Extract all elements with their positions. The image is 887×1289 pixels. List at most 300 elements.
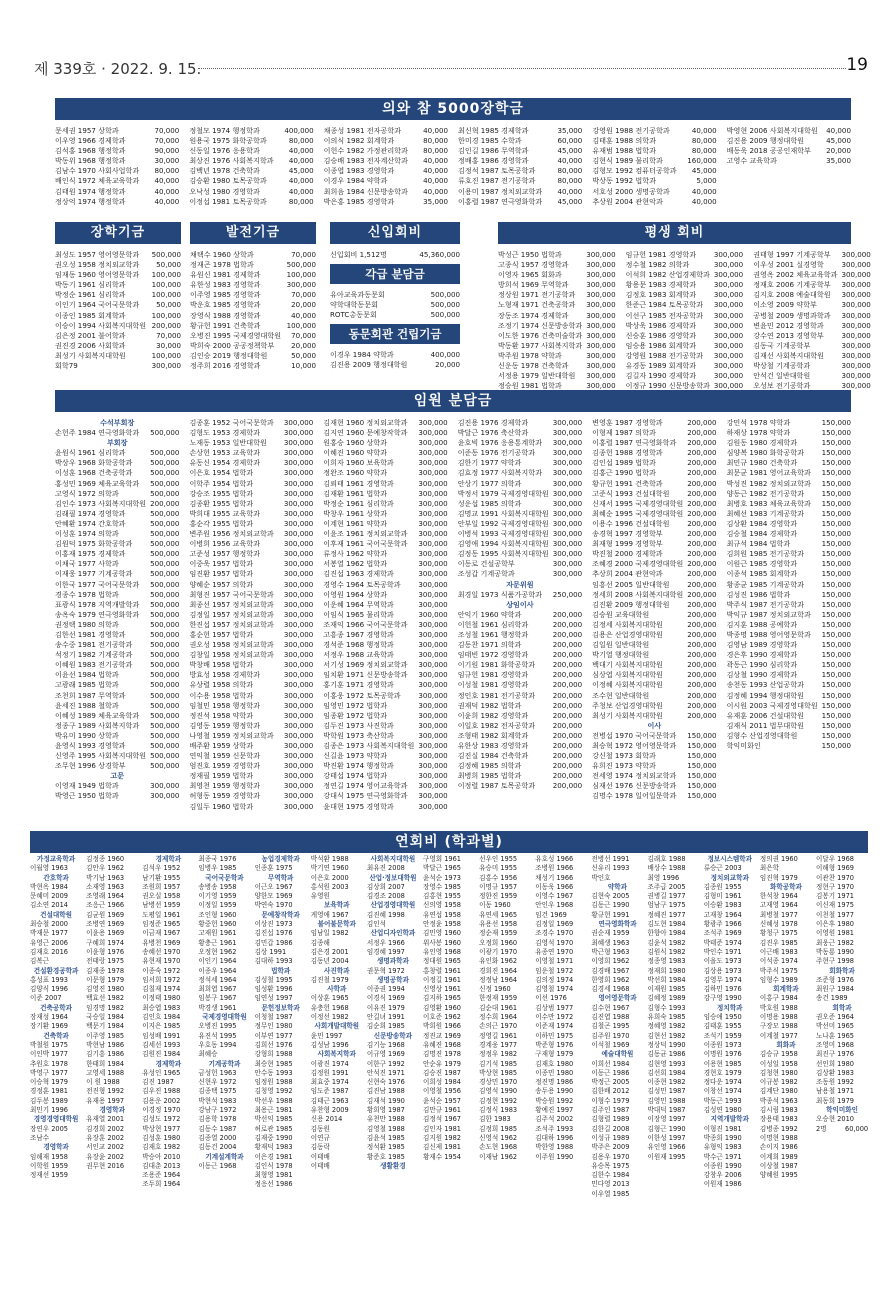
donor-name: 정진명 1986 bbox=[535, 1078, 574, 1087]
donor-entry bbox=[86, 892, 138, 901]
donor-name: 김동국 기계공학부 bbox=[753, 340, 811, 350]
donor-name: 박상철 기계공학과 bbox=[753, 361, 811, 371]
donor-name: 오정현 1962 bbox=[198, 947, 237, 956]
donor-name: 백효선 1982 bbox=[86, 994, 125, 1003]
donor-name: 최병호 1983 체육교육학과 bbox=[726, 498, 811, 508]
donor-name: 황희영 1987 bbox=[366, 1106, 405, 1115]
donor-name: 김성남 1996 bbox=[310, 1040, 349, 1049]
donor-entry bbox=[626, 331, 744, 341]
donor-name: 강태섭 1974 법학과 bbox=[323, 771, 387, 781]
donor-entry bbox=[592, 650, 716, 660]
donor-entry bbox=[311, 957, 363, 966]
donor-name: 유찬형 2009 bbox=[310, 1106, 349, 1115]
list-column bbox=[55, 126, 179, 214]
donor-name: 이운혜 1964 무역학과 bbox=[323, 599, 394, 609]
donor-entry bbox=[30, 957, 82, 966]
donor-entry bbox=[55, 448, 179, 458]
donor-name: 이중욱 1957 법학과 bbox=[189, 559, 254, 569]
donor-entry bbox=[30, 920, 82, 929]
donor-name: 허형동 1959 경영학과 bbox=[189, 791, 260, 801]
donor-name: 전진형 1992 bbox=[86, 1087, 125, 1096]
donation-amount: 300,000 bbox=[283, 448, 314, 458]
donation-amount: 500,000 bbox=[150, 761, 180, 771]
donor-name: 조무현 1996 상경학부 bbox=[55, 761, 126, 771]
donor-name: 임흥선 2005 일반대학원 bbox=[592, 579, 670, 589]
donor-name: 권오실 1958 bbox=[142, 892, 181, 901]
donation-amount: 500,000 bbox=[150, 751, 180, 761]
donor-entry bbox=[816, 883, 868, 892]
donor-entry bbox=[458, 781, 582, 791]
donor-entry bbox=[727, 136, 851, 146]
donation-amount: 500,000 bbox=[150, 660, 180, 670]
donor-name: 김지원 1982 bbox=[422, 1133, 461, 1142]
donor-name: 황규헌 1991 bbox=[591, 910, 630, 919]
donor-entry bbox=[727, 458, 851, 468]
donor-entry bbox=[753, 280, 871, 290]
donor-entry bbox=[535, 994, 587, 1003]
donor-name: 홍석원 2003 bbox=[310, 882, 349, 891]
donor-entry bbox=[458, 126, 582, 136]
donor-entry bbox=[330, 350, 460, 360]
donor-entry bbox=[535, 939, 587, 948]
officers-list bbox=[55, 418, 851, 818]
donor-name: 경영수 1964 토목공학과 bbox=[323, 579, 401, 589]
donor-entry bbox=[55, 146, 179, 156]
donor-name: 노재동 1953 일반대학원 bbox=[189, 438, 267, 448]
donor-name: 김정세 사회복지대학원 bbox=[592, 619, 663, 629]
donation-amount: 100,000 bbox=[286, 320, 316, 330]
donation-amount: 40,000 bbox=[154, 186, 180, 196]
donor-name: 김동원 bbox=[310, 1124, 330, 1133]
donor-entry bbox=[423, 920, 475, 929]
dept-list bbox=[30, 855, 868, 1281]
donor-name: 박근형 1963 bbox=[591, 947, 630, 956]
donation-amount: 300,000 bbox=[283, 741, 314, 750]
donor-entry bbox=[727, 650, 851, 660]
donor-name: 구혜희 1974 bbox=[86, 938, 125, 947]
donor-entry bbox=[648, 911, 700, 920]
donor-entry bbox=[324, 187, 448, 197]
donor-name: 안상기 1977 의학과 bbox=[457, 478, 522, 488]
donor-entry bbox=[479, 1125, 531, 1134]
donor-entry bbox=[423, 1032, 475, 1041]
donor-name: 신영석 1962 bbox=[479, 1133, 518, 1142]
donor-name: 노나훈 1965 bbox=[815, 1031, 854, 1040]
donor-entry bbox=[323, 489, 447, 499]
donor-entry bbox=[198, 1087, 250, 1096]
donation-amount: 150,000 bbox=[687, 751, 717, 761]
donation-amount: 100,000 bbox=[151, 280, 181, 290]
donor-entry bbox=[816, 1060, 868, 1069]
donor-entry bbox=[189, 197, 313, 207]
donation-amount: 300,000 bbox=[586, 350, 616, 360]
donor-name: 최민규 1980 건축학과 bbox=[726, 458, 798, 468]
donor-entry bbox=[727, 146, 851, 156]
donor-name: 경종수 1978 법학과 bbox=[55, 589, 119, 599]
donation-amount: 200,000 bbox=[552, 609, 583, 619]
donor-entry bbox=[458, 438, 582, 448]
donation-amount: 500,000 bbox=[150, 579, 180, 589]
donor-entry bbox=[592, 438, 716, 448]
donor-entry bbox=[55, 331, 181, 341]
donor-entry bbox=[704, 1180, 756, 1189]
donor-name: 김한 1983 bbox=[479, 1115, 511, 1124]
donor-entry bbox=[591, 1171, 643, 1180]
donor-entry bbox=[591, 1097, 643, 1106]
donor-entry bbox=[142, 929, 194, 938]
donor-name: 임승용 1986 회계학과 bbox=[625, 340, 697, 350]
donor-entry bbox=[816, 957, 868, 966]
donor-entry bbox=[760, 911, 812, 920]
donor-entry bbox=[760, 1134, 812, 1143]
donor-name: 임규헌 1981 경영학과 bbox=[457, 670, 529, 680]
donor-name: 민다영 2013 bbox=[591, 1180, 630, 1189]
donation-amount: 500,000 bbox=[150, 428, 180, 438]
donor-name: 추원호 1978 bbox=[30, 1059, 68, 1068]
donor-entry bbox=[255, 1022, 307, 1031]
donor-name: 변영훈 1987 경영학과 bbox=[592, 418, 663, 427]
list-column bbox=[592, 418, 716, 818]
donor-entry bbox=[198, 911, 250, 920]
donor-entry bbox=[323, 791, 447, 801]
donor-name: 경정훈 1981 bbox=[30, 1087, 68, 1096]
donor-entry bbox=[535, 1022, 587, 1031]
donor-entry bbox=[648, 1013, 700, 1022]
donation-amount: 200,000 bbox=[552, 741, 583, 750]
donor-entry bbox=[753, 311, 871, 321]
donation-amount: 300,000 bbox=[418, 428, 448, 438]
donor-name: 이혜원 1983 전기공학과 bbox=[55, 660, 133, 670]
donor-name: 정혜영 1982 bbox=[647, 1022, 686, 1031]
donor-name: 김형수 산업경영대학원 bbox=[726, 730, 798, 740]
donor-name: 최종선 1957 정치외교학과 bbox=[189, 599, 274, 609]
donor-entry bbox=[727, 539, 851, 549]
donor-name: 이명원 1976 bbox=[703, 1050, 742, 1059]
donor-entry bbox=[55, 458, 179, 468]
donor-name: 공병철 2009 생명과학과 bbox=[753, 310, 831, 320]
donor-name: 구영회 1961 bbox=[422, 855, 461, 863]
donor-name: 이주원 1990 bbox=[535, 1152, 574, 1161]
donor-entry bbox=[86, 911, 138, 920]
donor-name: 김용우 1970 bbox=[591, 1152, 630, 1161]
donation-amount: 300,000 bbox=[552, 508, 583, 518]
donor-name: 오병진 1995 국제경영대학원 bbox=[190, 330, 282, 340]
donor-name: 엄남구 1975 bbox=[647, 901, 686, 910]
donor-name: 박정순 1961 심리학과 bbox=[55, 290, 126, 300]
donor-name: 정상원 1971 전기공학과 bbox=[498, 290, 576, 300]
donor-entry bbox=[458, 509, 582, 519]
donor-name: 장연우 2005 bbox=[30, 1124, 68, 1133]
donor-name: 박정서 1979 국제경영대학원 bbox=[457, 488, 549, 498]
donation-amount: 500,000 bbox=[150, 690, 180, 700]
donor-entry bbox=[55, 701, 179, 711]
donor-entry bbox=[198, 1115, 250, 1124]
donation-amount: 200,000 bbox=[687, 529, 717, 539]
donor-entry bbox=[648, 874, 700, 883]
donor-entry bbox=[591, 864, 643, 873]
donor-name: 김인승 2019 행정대학원 bbox=[190, 350, 268, 360]
donor-name: 임병우 1985 bbox=[198, 864, 237, 873]
donor-name: 이규봉 1982 bbox=[759, 1078, 798, 1087]
donor-entry bbox=[55, 351, 181, 361]
donor-entry bbox=[727, 156, 851, 166]
donor-name: 송병송 1958 bbox=[198, 882, 237, 891]
donor-entry bbox=[479, 1041, 531, 1050]
donor-name: 이수용 1958 법학과 bbox=[189, 690, 254, 700]
donor-name: 이정일 1959 bbox=[198, 901, 237, 910]
donor-entry bbox=[592, 791, 716, 801]
donor-entry bbox=[311, 1004, 363, 1013]
donor-entry bbox=[55, 600, 179, 610]
donor-name: 김성훈 1980 bbox=[142, 1133, 181, 1142]
donor-entry bbox=[189, 802, 313, 812]
donor-name: 권오준 1964 bbox=[815, 1013, 854, 1022]
donor-entry bbox=[535, 901, 587, 910]
donor-name: 이성규 1989 bbox=[591, 1133, 630, 1142]
donor-entry bbox=[753, 331, 871, 341]
donor-entry bbox=[86, 1041, 138, 1050]
donor-name: 경은후 1990 경제학과 bbox=[726, 650, 798, 660]
donor-name: 안부일 1992 국제경영대학원 bbox=[457, 518, 549, 528]
donor-name: 정종구 1989 사회복지학과 bbox=[55, 720, 140, 730]
donor-entry bbox=[189, 509, 313, 519]
donor-entry bbox=[189, 519, 313, 529]
donor-name: 김종헌 1988 경영학과 bbox=[592, 448, 663, 458]
donor-name: 정완조 1960 약학과 bbox=[323, 468, 387, 478]
donation-amount: 200,000 bbox=[687, 650, 717, 660]
donor-name: 이신재 1975 bbox=[815, 901, 854, 910]
list-column bbox=[479, 855, 531, 1281]
donor-entry bbox=[198, 855, 250, 864]
donation-amount: 300,000 bbox=[418, 418, 448, 427]
list-column bbox=[311, 855, 363, 1281]
donation-amount: 500,000 bbox=[286, 260, 316, 270]
donor-entry bbox=[591, 1060, 643, 1069]
donor-entry bbox=[760, 1162, 812, 1171]
donor-entry bbox=[330, 360, 460, 370]
donor-name: 이은호 2000 bbox=[310, 873, 349, 882]
donor-entry bbox=[704, 911, 756, 920]
donor-name: 원용국 1975 화학공학과 bbox=[189, 136, 267, 146]
donor-name: 정재곤 1978 법학과 bbox=[190, 260, 254, 270]
donor-entry bbox=[189, 468, 313, 478]
donor-name: 조석기 1959 bbox=[703, 1031, 742, 1040]
donor-name: 이연규 bbox=[310, 1133, 330, 1142]
donor-entry bbox=[458, 166, 582, 176]
donor-entry bbox=[591, 929, 643, 938]
donor-name: 이용미 1987 정치외교학과 bbox=[457, 186, 543, 196]
donor-name: 정진교 1969 bbox=[422, 1031, 461, 1040]
donor-entry bbox=[704, 994, 756, 1003]
donor-name: 우호동 1994 bbox=[198, 1040, 237, 1049]
donation-amount: 300,000 bbox=[283, 670, 314, 680]
donor-entry bbox=[142, 939, 194, 948]
donor-entry bbox=[142, 1171, 194, 1180]
donation-amount: 100,000 bbox=[151, 270, 181, 280]
donor-name: 오성보 전기공학과 bbox=[753, 381, 811, 391]
donor-name: 선우인 1955 bbox=[479, 855, 518, 863]
donor-entry bbox=[816, 939, 868, 948]
donor-name: 이근오 1967 bbox=[254, 882, 293, 891]
donor-name: 정한진 1959 bbox=[479, 892, 518, 901]
donor-name: 김영철 1974 bbox=[535, 985, 574, 994]
donor-entry bbox=[591, 957, 643, 966]
donor-entry bbox=[704, 967, 756, 976]
donor-name: 한영희 1962 bbox=[591, 975, 630, 984]
donor-name: 이금재 1967 bbox=[142, 929, 181, 938]
group-heading: 회화과 bbox=[760, 1041, 812, 1050]
donor-entry bbox=[498, 341, 616, 351]
donor-name: 김래필 1974 경영학과 bbox=[55, 508, 126, 518]
donor-name: 유경동 1989 회계학과 bbox=[625, 361, 697, 371]
donor-name: 김홍근 1990 법학과 bbox=[592, 468, 656, 478]
donor-entry bbox=[727, 691, 851, 701]
donor-name: 이 원 1988 bbox=[86, 1078, 120, 1087]
donor-entry bbox=[727, 499, 851, 509]
donation-amount: 20,000 bbox=[291, 340, 316, 350]
donor-name: 이동근 1968 bbox=[198, 1161, 237, 1170]
donor-entry bbox=[189, 539, 313, 549]
donor-name: 유영근 2006 bbox=[30, 938, 68, 947]
donor-entry bbox=[648, 1143, 700, 1152]
donor-name: 이경우 1984 약학과 bbox=[323, 176, 388, 186]
donor-name: 김승배 1983 전자계산학과 bbox=[323, 156, 408, 166]
section-banner-newmember: 신입회비 bbox=[330, 222, 460, 244]
donor-entry bbox=[535, 1153, 587, 1162]
donation-amount: 300,000 bbox=[418, 539, 448, 549]
donor-name: 정재희 1980 bbox=[647, 966, 686, 975]
donation-amount: 300,000 bbox=[552, 418, 583, 427]
donation-amount: 300,000 bbox=[283, 458, 314, 468]
donor-entry bbox=[760, 855, 812, 864]
donation-amount: 150,000 bbox=[687, 741, 717, 750]
donor-entry bbox=[479, 1153, 531, 1162]
group-heading: 화학공학과 bbox=[760, 883, 812, 892]
donor-name: 김우진 1988 bbox=[142, 1087, 181, 1096]
donor-entry bbox=[592, 187, 716, 197]
donor-name: 박상현 1977 bbox=[142, 1124, 181, 1133]
donor-name: 박기연 1960 bbox=[310, 864, 349, 873]
donor-entry bbox=[198, 1097, 250, 1106]
donation-amount: 300,000 bbox=[552, 539, 583, 549]
donor-entry bbox=[458, 418, 582, 428]
donor-name: 한미경 1985 수학과 bbox=[457, 136, 522, 146]
donor-name: 이종석 1985 회계학과 bbox=[726, 569, 798, 579]
donation-amount: 45,000 bbox=[557, 196, 583, 206]
list-column bbox=[367, 855, 419, 1281]
donor-name: 유재열 2001 bbox=[86, 1115, 125, 1124]
donor-entry bbox=[30, 1097, 82, 1106]
list-column bbox=[198, 855, 250, 1281]
donor-entry bbox=[30, 948, 82, 957]
donor-entry bbox=[55, 761, 179, 771]
donor-entry bbox=[30, 1134, 82, 1143]
donor-name: 김경조 2008 bbox=[366, 892, 405, 901]
donor-name: 김진철 1979 bbox=[310, 975, 349, 984]
donation-amount: 150,000 bbox=[821, 508, 851, 518]
donation-amount: 150,000 bbox=[821, 599, 851, 609]
donor-entry bbox=[55, 680, 179, 690]
donor-entry bbox=[727, 680, 851, 690]
donor-entry bbox=[189, 126, 313, 136]
donor-entry bbox=[479, 874, 531, 883]
group-heading: 법학과 bbox=[255, 967, 307, 976]
donor-name: 이승이 1994 사회복지대학원 bbox=[55, 320, 147, 330]
donor-name: 이석종 1974 bbox=[759, 957, 798, 966]
donor-entry bbox=[592, 136, 716, 146]
donor-name: 유충헌 1968 bbox=[310, 1003, 349, 1012]
donation-amount: 70,000 bbox=[154, 126, 180, 135]
donation-amount: 200,000 bbox=[552, 680, 583, 690]
donor-name: 장영수 1985 bbox=[422, 882, 461, 891]
donor-entry bbox=[423, 911, 475, 920]
donor-entry bbox=[816, 1013, 868, 1022]
donor-name: 권재덕 1982 법학과 bbox=[457, 700, 522, 710]
donor-entry bbox=[367, 1097, 419, 1106]
donation-amount: 20,000 bbox=[291, 300, 316, 310]
donor-name: 유장윤 2002 bbox=[86, 1152, 125, 1161]
donor-entry bbox=[323, 458, 447, 468]
donor-name: 유호성 1966 bbox=[535, 855, 574, 863]
donor-entry bbox=[753, 351, 871, 361]
donor-entry bbox=[591, 948, 643, 957]
donor-name: 정인호 1981 전기공학과 bbox=[457, 690, 536, 700]
donor-name: 홍창렬 1961 bbox=[422, 966, 461, 975]
donor-name: 방효성 1958 경제학과 bbox=[189, 670, 260, 680]
donation-amount: 150,000 bbox=[821, 609, 851, 619]
donor-name: 조혜경 2000 국제경영대학원 bbox=[592, 559, 684, 569]
donation-amount: 150,000 bbox=[821, 539, 851, 549]
list-column bbox=[753, 250, 871, 391]
donor-entry bbox=[498, 351, 616, 361]
donor-entry bbox=[479, 957, 531, 966]
donor-name: 신길윤 1973 약학과 bbox=[323, 751, 387, 761]
donor-name: 김원덕 1975 화학공학과 bbox=[55, 539, 133, 549]
donor-name: 이윤형 1976 bbox=[86, 947, 125, 956]
donor-name: 유인영 1968 bbox=[422, 947, 461, 956]
donation-amount: 300,000 bbox=[418, 720, 448, 730]
donor-name: 김진섭 1976 bbox=[254, 929, 293, 938]
donation-amount: 300,000 bbox=[713, 270, 744, 280]
donor-entry bbox=[255, 1134, 307, 1143]
donor-name: 김진실 1984 건축학과 bbox=[457, 751, 529, 761]
donation-amount: 300,000 bbox=[586, 300, 616, 310]
donor-name: 신입회비 1,512명 bbox=[330, 250, 387, 259]
donation-amount: 500,000 bbox=[150, 508, 180, 518]
donor-entry bbox=[592, 620, 716, 630]
donation-amount: 40,000 bbox=[423, 166, 448, 176]
donor-entry bbox=[592, 176, 716, 186]
donation-amount: 150,000 bbox=[687, 781, 717, 791]
donor-name: 이경우 1984 약학과 bbox=[330, 350, 394, 360]
donor-name: 김재식 2011 법무대학원 bbox=[726, 720, 804, 730]
donor-entry bbox=[323, 691, 447, 701]
donor-entry bbox=[86, 1032, 138, 1041]
donor-name: 이종권 1994 bbox=[366, 985, 405, 994]
donor-name: 이승혁 1979 bbox=[30, 1078, 68, 1087]
group-heading: 경영학과 bbox=[30, 1143, 82, 1152]
donor-entry bbox=[535, 920, 587, 929]
donor-name: 정순재 1959 bbox=[479, 929, 518, 938]
donor-name: 김기흥 1986 bbox=[86, 1050, 125, 1059]
donor-name: 김종환 1955 법학과 bbox=[189, 498, 254, 508]
donor-entry bbox=[86, 929, 138, 938]
donor-entry bbox=[592, 771, 716, 781]
donor-entry bbox=[189, 489, 313, 499]
donor-entry bbox=[423, 1106, 475, 1115]
donor-name: 최희엽 1967 bbox=[198, 985, 237, 994]
donation-amount: 300,000 bbox=[418, 589, 448, 599]
